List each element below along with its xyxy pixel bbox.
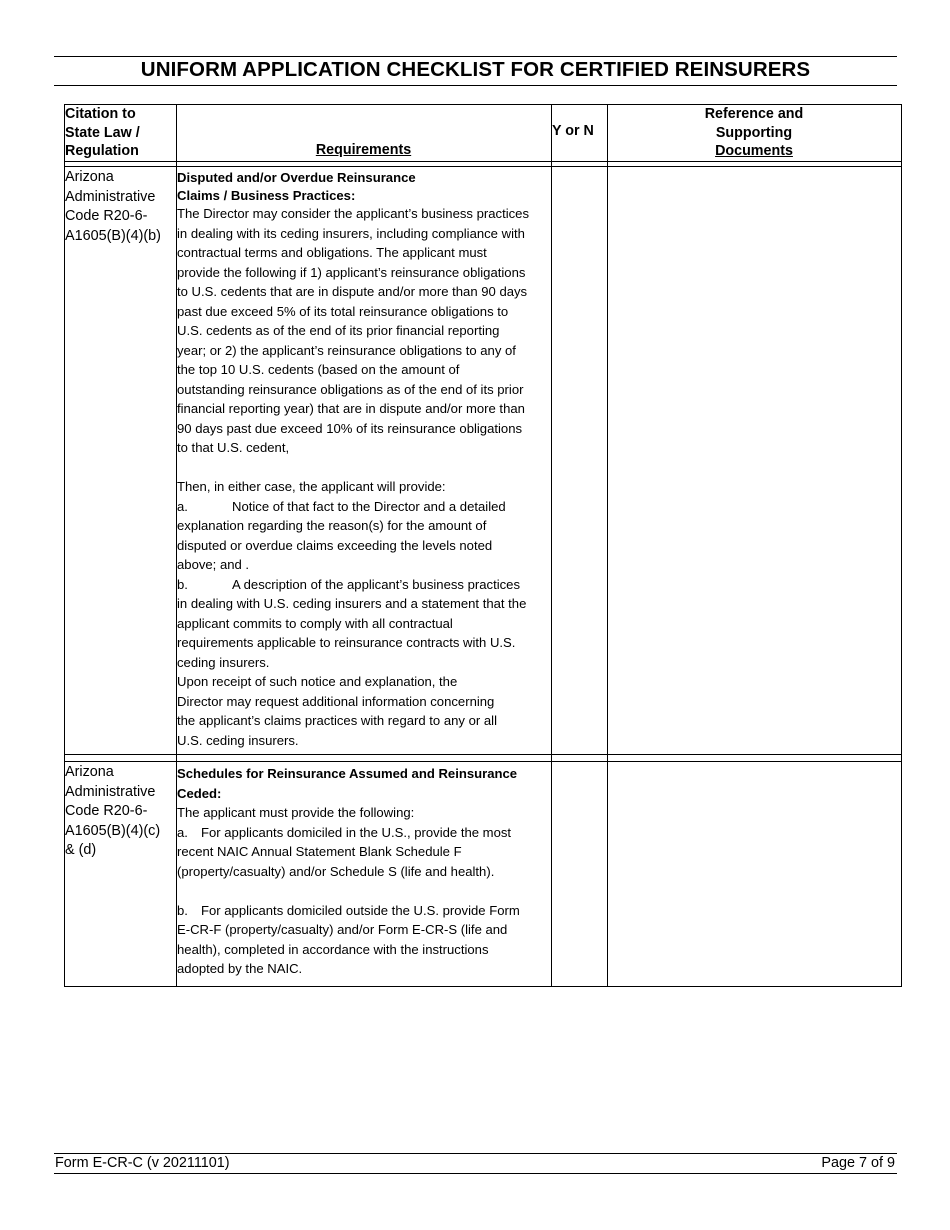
row1-reference-cell[interactable] xyxy=(609,168,899,752)
header-y-or-n: Y or N xyxy=(552,123,594,139)
row1-citation: Arizona Administrative Code R20-6- A1605(B)(4)(b) xyxy=(65,169,161,244)
header-citation: Citation to State Law / Regulation xyxy=(65,106,140,159)
footer-bottom-rule xyxy=(54,1173,897,1174)
page-title: UNIFORM APPLICATION CHECKLIST FOR CERTIFIED REINSURERS xyxy=(140,58,811,81)
row1-requirements: Disputed and/or Overdue Reinsurance Claims / Business Practices: The Director may consider the applicant’s business practices in dealing with its ceding insurers, including compliance with contractual terms and obligations. The applicant must provide the following if 1) applicant’s reinsurance obligations to U.S. cedents that are in dispute and/or more than 90 days past due exceed 5% of its total reinsurance obligations to U.S. cedents as of the end of its prior financial reporting year; or 2) the applicant’s reinsurance obligations to any of the top 10 U.S. cedents (based on the amount of outstanding reinsurance obligations as of the end of its prior financial reporting year) that are in dispute and/or more than 90 days past due exceed 10% of its reinsurance obligations to that U.S. cedent, Then, in either case, the applicant will provide: a. Notice of that fact to the Director and a detailed explanation regarding the reason(s) for the amount of disputed or overdue claims exceeding the levels noted above; and . b. A description of the applicant’s business practices in dealing with U.S. ceding insurers and a statement that the applicant commits to comply with all contractual requirements applicable to reinsurance contracts with U.S. ceding insurers. Upon receipt of such notice and explanation, the Director may request additional information concerning the applicant’s claims practices with regard to any or all U.S. ceding insurers. xyxy=(177,169,557,750)
row2-y-or-n-cell[interactable] xyxy=(553,763,605,984)
row2-requirements: Schedules for Reinsurance Assumed and Reinsurance Ceded: The applicant must provide the following: a. For applicants domiciled in the U.S., provide the most recent NAIC Annual Statement Blank Schedule F (property/casualty) and/or Schedule S (life and health). b. For applicants domiciled outside the U.S. provide Form E-CR-F (property/casualty) and/or Form E-CR-S (life and health), completed in accordance with the instructions adopted by the NAIC. xyxy=(177,764,557,979)
title-bottom-rule xyxy=(54,85,897,86)
header-requirements: Requirements xyxy=(315,142,412,158)
column-divider-3 xyxy=(607,104,608,987)
footer-form-id: Form E-CR-C (v 20211101) xyxy=(55,1155,230,1171)
row1-heading-line-1: Disputed and/or Overdue Reinsurance xyxy=(177,170,416,185)
row1-y-or-n-cell[interactable] xyxy=(553,168,605,752)
row2-citation: Arizona Administrative Code R20-6- A1605(B)(4)(c) & (d) xyxy=(65,764,161,858)
header-separator-1 xyxy=(64,161,901,162)
row1-heading-line-2: Claims / Business Practices: xyxy=(177,187,356,203)
footer-page-number: Page 7 of 9 xyxy=(821,1155,895,1171)
footer-top-rule xyxy=(54,1153,897,1154)
row2-heading-line-1: Schedules for Reinsurance Assumed and Reinsurance xyxy=(177,766,518,781)
row2-heading-line-2: Ceded: xyxy=(177,785,222,801)
row2-reference-cell[interactable] xyxy=(609,763,899,984)
header-reference: Reference and Supporting Documents xyxy=(704,106,804,159)
row-separator-1 xyxy=(64,754,901,755)
title-top-rule xyxy=(54,56,897,57)
row-separator-2 xyxy=(64,761,901,762)
header-separator-2 xyxy=(64,166,901,167)
table-border-bottom xyxy=(64,986,901,987)
table-border-right xyxy=(901,104,902,987)
